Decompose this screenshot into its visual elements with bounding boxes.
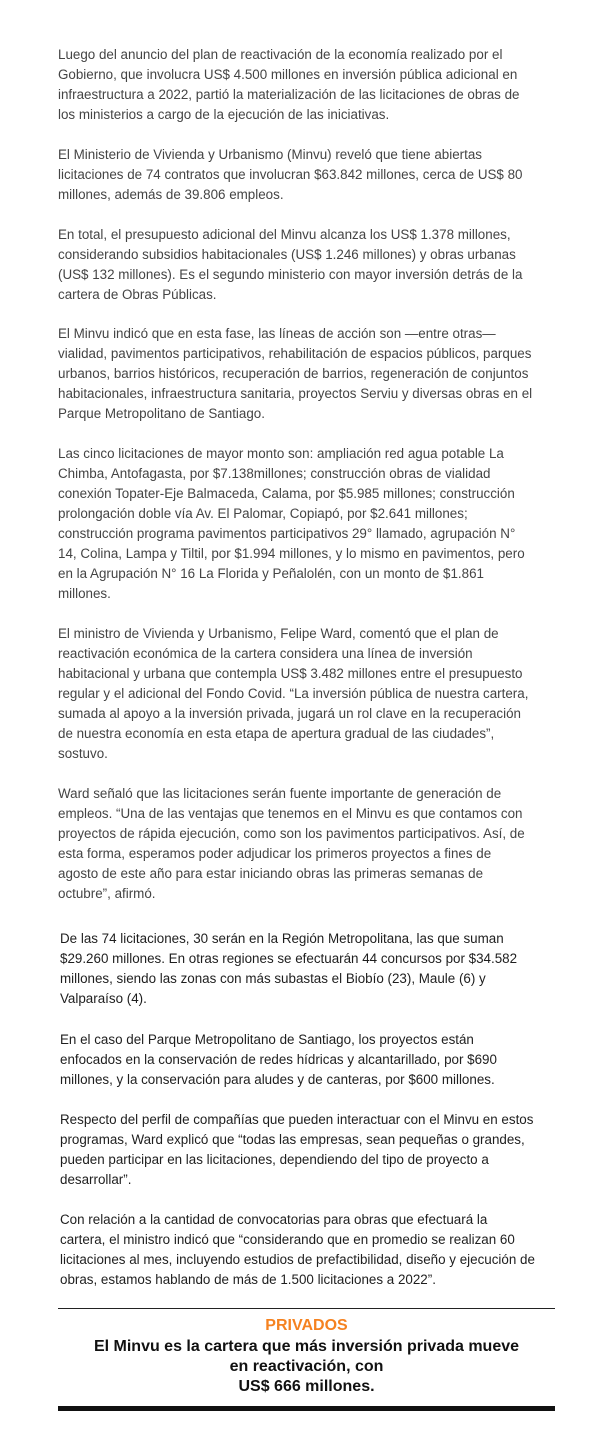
text-line: Gobierno, que involucra US$ 4.500 millones en inversión pública adicional en xyxy=(58,67,518,82)
text-line: construcción programa pavimentos participativos 29° llamado, agrupación N° xyxy=(58,526,516,541)
paragraph-intro xyxy=(58,45,520,125)
text-line: vialidad, pavimentos participativos, rehabilitación de espacios públicos, parques xyxy=(58,346,532,361)
text-line: millones, además de 39.806 empleos. xyxy=(58,187,284,202)
text-line: programas, Ward explicó que “todas las empresas, sean pequeñas o grandes, xyxy=(60,1132,525,1147)
paragraph-regions xyxy=(60,929,517,1009)
paragraph-minister-quote xyxy=(58,624,528,764)
text-line: Las cinco licitaciones de mayor monto son: ampliación red agua potable La xyxy=(58,446,504,461)
divider-bottom xyxy=(58,1406,555,1411)
text-line: considerando subsidios habitacionales (US$ 1.246 millones) y obras urbanas xyxy=(58,247,516,262)
text-line: El Minvu indicó que en esta fase, las líneas de acción son —entre otras— xyxy=(58,326,496,341)
paragraph-employment xyxy=(58,784,525,904)
text-line: en la Agrupación N° 16 La Florida y Peñalolén, con un monto de $1.861 xyxy=(58,566,484,581)
text-line: Ward señaló que las licitaciones serán fuente importante de generación de xyxy=(58,786,502,801)
paragraph-budget xyxy=(58,225,522,305)
text-line: Valparaíso (4). xyxy=(60,991,147,1006)
text-line: En el caso del Parque Metropolitano de Santiago, los proyectos están xyxy=(60,1032,474,1047)
text-line: millones, y la conservación para aludes y de canteras, por $600 millones. xyxy=(60,1072,495,1087)
text-line: 14, Colina, Lampa y Tiltil, por $1.994 millones, y lo mismo en pavimentos, pero xyxy=(58,546,525,561)
text-line: habitacional y urbana que contempla US$ 3.482 millones entre el presupuesto xyxy=(58,666,523,681)
text-line: desarrollar”. xyxy=(60,1172,132,1187)
text-line: El Ministerio de Vivienda y Urbanismo (Minvu) reveló que tiene abiertas xyxy=(58,147,482,162)
text-line: Chimba, Antofagasta, por $7.138millones; construcción obras de vialidad xyxy=(58,466,491,481)
paragraph-action-lines xyxy=(58,324,532,424)
text-line: los ministerios a cargo de la ejecución de las iniciativas. xyxy=(58,107,390,122)
text-line: cartera, el ministro indicó que “considerando que en promedio se realizan 60 xyxy=(60,1232,515,1247)
divider-top xyxy=(58,1308,555,1309)
paragraph-minvu-contracts xyxy=(58,145,523,205)
text-line: prolongación doble vía Av. El Palomar, Copiapó, por $2.641 millones; xyxy=(58,506,468,521)
text-line: infraestructura a 2022, partió la materialización de las licitaciones de obras de xyxy=(58,87,520,102)
text-line: licitaciones al mes, incluyendo estudios de prefactibilidad, diseño y ejecución de xyxy=(60,1252,535,1267)
text-line: empleos. “Una de las ventajas que tenemos en el Minvu es que contamos con xyxy=(58,806,523,821)
text-line: octubre”, afirmó. xyxy=(58,886,156,901)
text-line: pueden participar en las licitaciones, dependiendo del tipo de proyecto a xyxy=(60,1152,489,1167)
text-line: De las 74 licitaciones, 30 serán en la Región Metropolitana, las que suman xyxy=(60,931,504,946)
headline-line: El Minvu es la cartera que más inversión privada mueve xyxy=(93,1338,520,1355)
text-line: obras, estamos hablando de más de 1.500 licitaciones a 2022”. xyxy=(60,1272,436,1287)
text-line: de nuestra economía en esta etapa de apertura gradual de las ciudades”, xyxy=(58,726,495,741)
text-line: reactivación económica de la cartera considera una línea de inversión xyxy=(58,646,473,661)
highlight-callout xyxy=(58,1308,555,1412)
paragraph-top-tenders xyxy=(58,444,525,604)
text-line: esta forma, esperamos poder adjudicar los primeros proyectos a fines de xyxy=(58,846,492,861)
paragraph-companies xyxy=(60,1110,533,1190)
headline-line: US$ 666 millones. xyxy=(238,1378,375,1395)
paragraph-metropolitan-park xyxy=(60,1030,497,1090)
paragraph-calls xyxy=(60,1210,535,1290)
text-line: Parque Metropolitano de Santiago. xyxy=(58,406,265,421)
text-line: proyectos de rápida ejecución, como son los pavimentos participativos. Así, de xyxy=(58,826,525,841)
callout-headline xyxy=(58,1337,555,1397)
callout-kicker: PRIVADOS xyxy=(265,1317,348,1334)
text-line: cartera de Obras Públicas. xyxy=(58,287,217,302)
text-line: sostuvo. xyxy=(58,746,108,761)
text-line: agosto de este año para estar iniciando obras las primeras semanas de xyxy=(58,866,484,881)
text-line: Con relación a la cantidad de convocatorias para obras que efectuará la xyxy=(60,1212,488,1227)
text-line: millones, siendo las zonas con más subastas el Biobío (23), Maule (6) y xyxy=(60,971,486,986)
text-line: conexión Topater-Eje Balmaceda, Calama, por $5.985 millones; construcción xyxy=(58,486,515,501)
text-line: Luego del anuncio del plan de reactivación de la economía realizado por el xyxy=(58,47,503,62)
headline-line: en reactivación, con xyxy=(229,1358,384,1375)
text-line: Respecto del perfil de compañías que pueden interactuar con el Minvu en estos xyxy=(60,1112,534,1127)
text-line: $29.260 millones. En otras regiones se efectuarán 44 concursos por $34.582 xyxy=(60,951,518,966)
text-line: millones. xyxy=(58,586,111,601)
text-line: (US$ 132 millones). Es el segundo ministerio con mayor inversión detrás de la xyxy=(58,267,523,282)
text-line: licitaciones de 74 contratos que involucran $63.842 millones, cerca de US$ 80 xyxy=(58,167,523,182)
text-line: El ministro de Vivienda y Urbanismo, Felipe Ward, comentó que el plan de xyxy=(58,626,499,641)
text-line: habitacionales, infraestructura sanitaria, proyectos Serviu y diversas obras en el xyxy=(58,386,533,401)
text-line: En total, el presupuesto adicional del Minvu alcanza los US$ 1.378 millones, xyxy=(58,227,511,242)
text-line: enfocados en la conservación de redes hídricas y alcantarillado, por $690 xyxy=(60,1052,497,1067)
text-line: urbanos, barrios históricos, recuperación de barrios, regeneración de conjuntos xyxy=(58,366,529,381)
text-line: regular y el adicional del Fondo Covid. “La inversión pública de nuestra cartera, xyxy=(58,686,529,701)
text-line: sumada al apoyo a la inversión privada, jugará un rol clave en la recuperación xyxy=(58,706,521,721)
